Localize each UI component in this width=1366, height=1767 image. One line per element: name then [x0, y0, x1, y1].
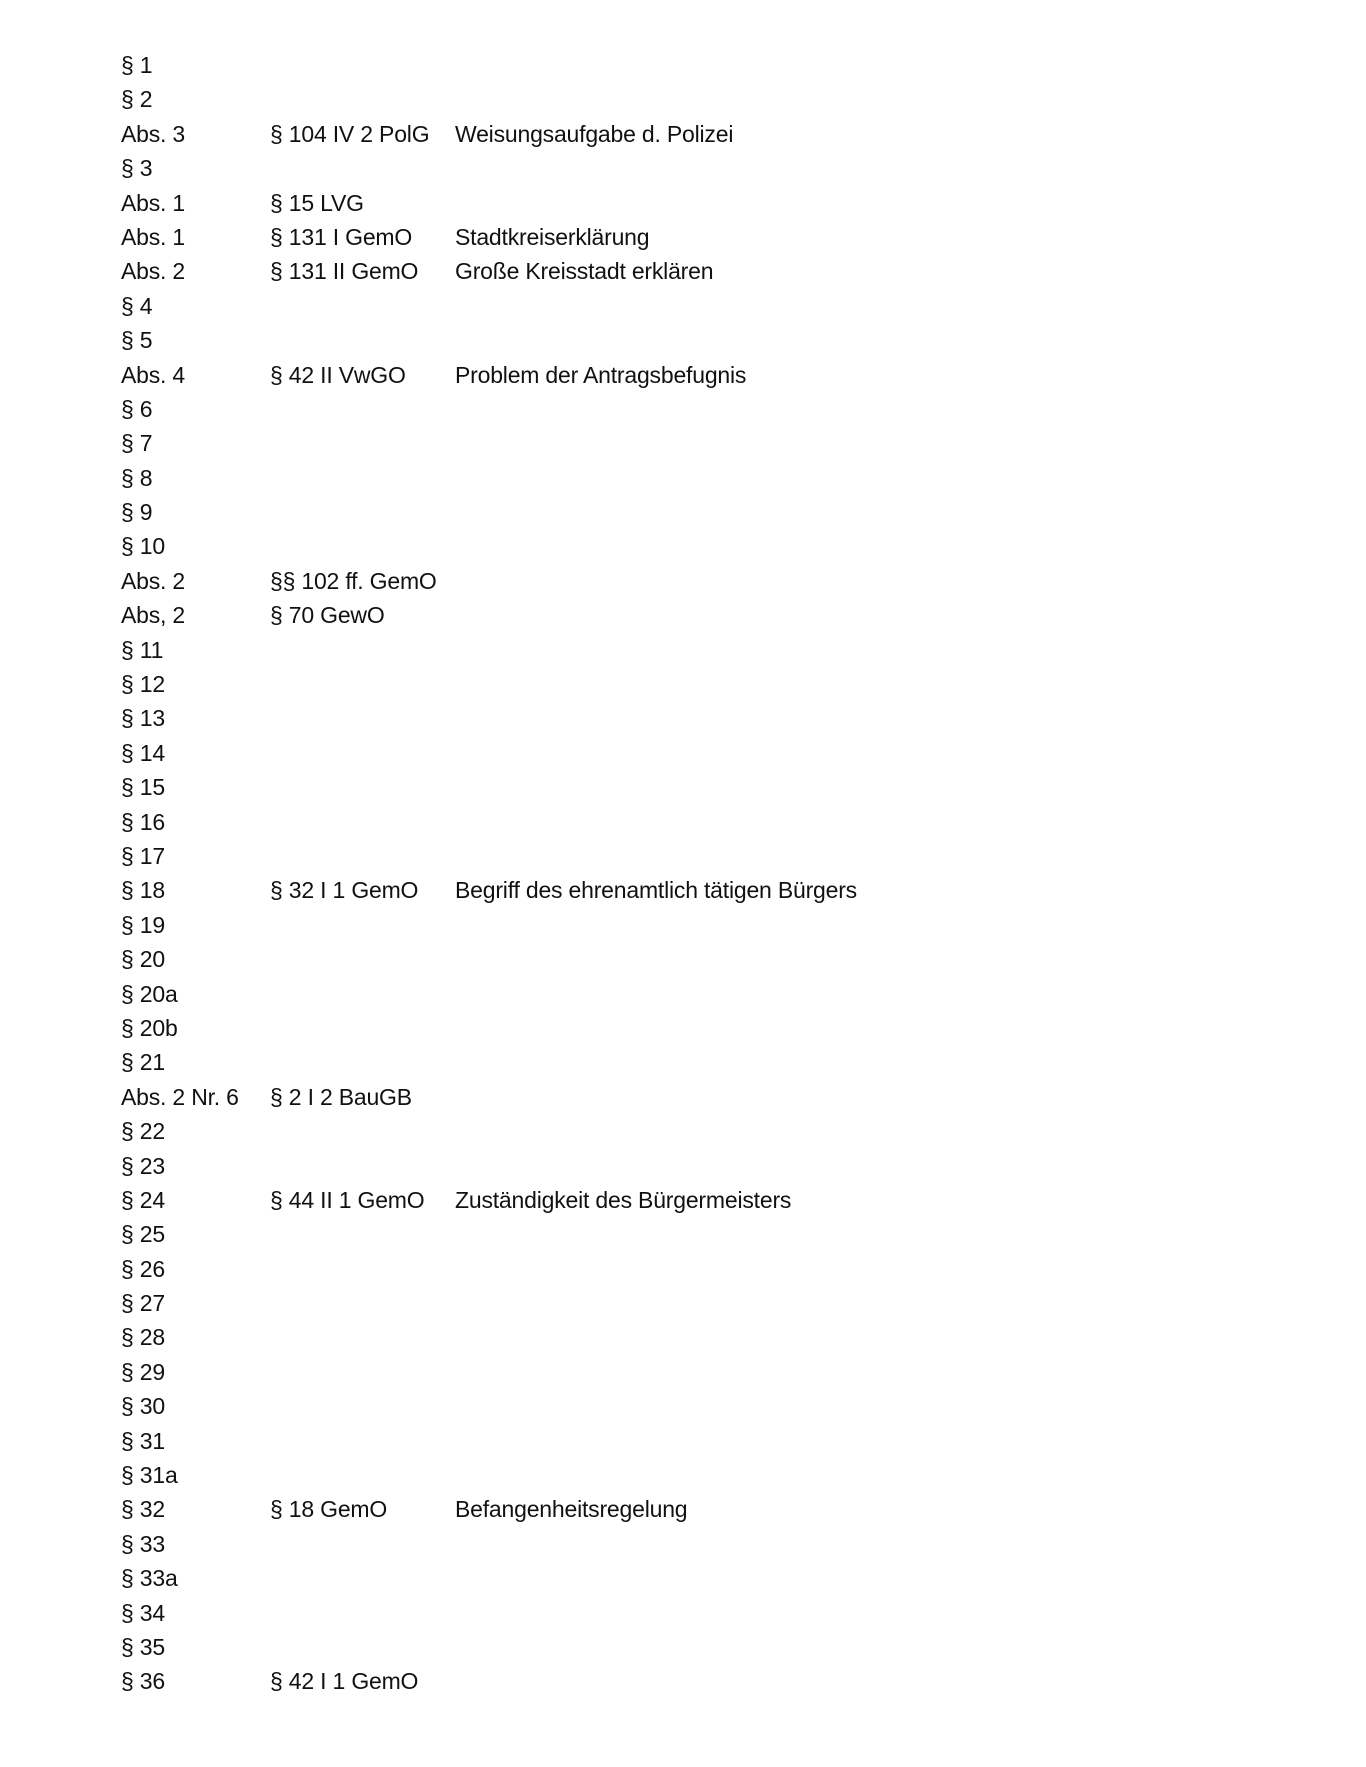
note-cell — [455, 1252, 1271, 1286]
paragraph-cell: Abs. 1 — [121, 223, 186, 250]
table-row — [121, 770, 1271, 804]
reference-cell — [270, 1596, 455, 1630]
table-row — [121, 461, 1271, 495]
reference-cell — [270, 82, 455, 116]
table-row — [121, 1183, 1271, 1217]
paragraph-cell: § 36 — [121, 1668, 165, 1695]
table-row — [121, 1252, 1271, 1286]
reference-cell: §§ 102 ff. GemO — [270, 567, 437, 594]
note-cell — [455, 1424, 1271, 1458]
note-cell — [455, 1011, 1271, 1045]
note-cell: Stadtkreiserklärung — [455, 223, 650, 250]
reference-cell — [270, 633, 455, 667]
paragraph-cell: § 20a — [121, 980, 178, 1007]
note-cell — [455, 770, 1271, 804]
table-row — [121, 633, 1271, 667]
note-cell — [455, 942, 1271, 976]
paragraph-cell: § 31 — [121, 1427, 165, 1454]
paragraph-cell: § 11 — [121, 636, 164, 663]
note-cell — [455, 392, 1271, 426]
reference-cell — [270, 805, 455, 839]
table-row — [121, 1217, 1271, 1251]
reference-cell — [270, 289, 455, 323]
note-cell — [455, 598, 1271, 632]
paragraph-cell: § 1 — [121, 52, 153, 78]
note-cell — [455, 1217, 1271, 1251]
table-row — [121, 323, 1271, 357]
table-row — [121, 1355, 1271, 1389]
paragraph-cell: § 34 — [121, 1599, 165, 1626]
note-cell — [455, 1664, 1271, 1698]
reference-cell: § 42 II VwGO — [270, 361, 406, 388]
note-cell — [455, 977, 1271, 1011]
paragraph-cell: § 8 — [121, 464, 153, 491]
note-cell — [455, 1355, 1271, 1389]
table-row — [121, 942, 1271, 976]
reference-cell — [270, 323, 455, 357]
reference-cell — [270, 1561, 455, 1595]
table-row — [121, 1630, 1271, 1664]
reference-cell — [270, 908, 455, 942]
note-cell: Zuständigkeit des Bürgermeisters — [455, 1186, 792, 1213]
paragraph-cell: § 21 — [121, 1049, 165, 1076]
paragraph-cell: Abs. 2 — [121, 258, 186, 285]
note-cell — [455, 908, 1271, 942]
reference-cell — [270, 1458, 455, 1492]
reference-cell — [270, 1630, 455, 1664]
reference-cell — [270, 1389, 455, 1423]
table-row — [121, 1561, 1271, 1595]
paragraph-cell: § 18 — [121, 877, 165, 904]
paragraph-cell: Abs. 1 — [121, 189, 186, 216]
reference-cell — [270, 1011, 455, 1045]
table-row — [121, 392, 1271, 426]
table-row — [121, 701, 1271, 735]
reference-cell — [270, 1114, 455, 1148]
paragraph-cell: § 27 — [121, 1290, 165, 1317]
paragraph-cell: § 10 — [121, 533, 165, 560]
table-row — [121, 1389, 1271, 1423]
reference-cell — [270, 1045, 455, 1079]
note-cell — [455, 1458, 1271, 1492]
note-cell — [455, 186, 1271, 220]
table-row — [121, 598, 1271, 632]
reference-cell — [270, 770, 455, 804]
reference-cell — [270, 839, 455, 873]
note-cell — [455, 1114, 1271, 1148]
table-row — [121, 1045, 1271, 1079]
table-row — [121, 358, 1271, 392]
reference-cell — [270, 1149, 455, 1183]
note-cell — [455, 805, 1271, 839]
table-row — [121, 977, 1271, 1011]
table-row — [121, 254, 1271, 288]
reference-cell — [270, 392, 455, 426]
reference-cell: § 104 IV 2 PolG — [270, 120, 430, 147]
table-row — [121, 908, 1271, 942]
note-cell — [455, 1527, 1271, 1561]
table-row — [121, 667, 1271, 701]
table-row — [121, 1424, 1271, 1458]
reference-cell — [270, 1527, 455, 1561]
paragraph-cell: § 17 — [121, 842, 165, 869]
reference-cell: § 44 II 1 GemO — [270, 1186, 425, 1213]
note-cell — [455, 1320, 1271, 1354]
note-cell — [455, 1045, 1271, 1079]
paragraph-cell: § 25 — [121, 1221, 165, 1248]
note-cell — [455, 82, 1271, 116]
paragraph-cell: § 22 — [121, 1118, 165, 1145]
note-cell — [455, 1389, 1271, 1423]
reference-cell — [270, 151, 455, 185]
paragraph-list — [121, 48, 1271, 1699]
note-cell — [455, 1561, 1271, 1595]
paragraph-cell: § 31a — [121, 1462, 178, 1489]
paragraph-cell: Abs. 4 — [121, 361, 186, 388]
paragraph-cell: § 28 — [121, 1324, 165, 1351]
note-cell — [455, 1286, 1271, 1320]
paragraph-cell: § 7 — [121, 430, 153, 457]
reference-cell: § 18 GemO — [270, 1496, 388, 1523]
reference-cell: § 42 I 1 GemO — [270, 1668, 419, 1695]
reference-cell: § 2 I 2 BauGB — [270, 1083, 412, 1110]
table-row — [121, 1458, 1271, 1492]
reference-cell: § 131 II GemO — [270, 258, 419, 285]
table-row — [121, 186, 1271, 220]
note-cell — [455, 564, 1271, 598]
table-row — [121, 1149, 1271, 1183]
paragraph-cell: § 23 — [121, 1152, 165, 1179]
reference-cell — [270, 667, 455, 701]
table-row — [121, 1596, 1271, 1630]
table-row — [121, 220, 1271, 254]
note-cell — [455, 667, 1271, 701]
reference-cell — [270, 736, 455, 770]
paragraph-cell: Abs, 2 — [121, 602, 186, 629]
note-cell — [455, 495, 1271, 529]
reference-cell — [270, 1355, 455, 1389]
paragraph-cell: § 15 — [121, 774, 165, 801]
paragraph-cell: Abs. 2 Nr. 6 — [121, 1083, 239, 1110]
reference-cell — [270, 977, 455, 1011]
note-cell — [455, 1149, 1271, 1183]
reference-cell — [270, 1252, 455, 1286]
paragraph-cell: § 35 — [121, 1633, 165, 1660]
paragraph-cell: § 20b — [121, 1014, 178, 1041]
paragraph-cell: § 9 — [121, 499, 153, 526]
reference-cell — [270, 701, 455, 735]
table-row — [121, 839, 1271, 873]
note-cell: Befangenheitsregelung — [455, 1496, 688, 1523]
note-cell — [455, 461, 1271, 495]
table-row — [121, 151, 1271, 185]
reference-cell: § 70 GewO — [270, 602, 385, 629]
table-row — [121, 736, 1271, 770]
table-row — [121, 495, 1271, 529]
note-cell — [455, 1596, 1271, 1630]
table-row — [121, 48, 1271, 82]
paragraph-cell: Abs. 3 — [121, 120, 186, 147]
table-row — [121, 426, 1271, 460]
table-row — [121, 1114, 1271, 1148]
table-row — [121, 1320, 1271, 1354]
table-row — [121, 564, 1271, 598]
paragraph-cell: § 26 — [121, 1255, 165, 1282]
note-cell: Problem der Antragsbefugnis — [455, 361, 747, 388]
reference-cell — [270, 461, 455, 495]
note-cell: Begriff des ehrenamtlich tätigen Bürgers — [455, 877, 857, 904]
paragraph-cell: Abs. 2 — [121, 567, 186, 594]
paragraph-cell: § 29 — [121, 1358, 165, 1385]
note-cell — [455, 1630, 1271, 1664]
note-cell — [455, 48, 1271, 82]
table-row — [121, 289, 1271, 323]
reference-cell: § 131 I GemO — [270, 223, 413, 250]
note-cell — [455, 289, 1271, 323]
paragraph-cell: § 30 — [121, 1393, 165, 1420]
paragraph-cell: § 12 — [121, 671, 165, 698]
note-cell — [455, 1080, 1271, 1114]
paragraph-cell: § 6 — [121, 395, 153, 422]
note-cell — [455, 736, 1271, 770]
paragraph-cell: § 16 — [121, 808, 165, 835]
reference-cell — [270, 529, 455, 563]
table-row — [121, 1492, 1271, 1526]
note-cell — [455, 839, 1271, 873]
reference-cell — [270, 1286, 455, 1320]
table-row — [121, 1286, 1271, 1320]
note-cell — [455, 529, 1271, 563]
table-row — [121, 82, 1271, 116]
paragraph-cell: § 14 — [121, 739, 165, 766]
table-row — [121, 529, 1271, 563]
paragraph-cell: § 3 — [121, 155, 153, 182]
reference-cell: § 32 I 1 GemO — [270, 877, 419, 904]
paragraph-cell: § 4 — [121, 292, 153, 319]
reference-cell — [270, 942, 455, 976]
table-row — [121, 805, 1271, 839]
paragraph-cell: § 5 — [121, 327, 153, 354]
note-cell — [455, 701, 1271, 735]
table-row — [121, 117, 1271, 151]
reference-cell — [270, 48, 455, 82]
reference-cell — [270, 426, 455, 460]
note-cell: Große Kreisstadt erklären — [455, 258, 714, 285]
note-cell — [455, 426, 1271, 460]
paragraph-cell: § 2 — [121, 86, 153, 113]
note-cell — [455, 633, 1271, 667]
table-row — [121, 1011, 1271, 1045]
paragraph-cell: § 19 — [121, 911, 165, 938]
reference-cell — [270, 1217, 455, 1251]
note-cell — [455, 323, 1271, 357]
table-row — [121, 1664, 1271, 1698]
table-row — [121, 1527, 1271, 1561]
reference-cell — [270, 495, 455, 529]
paragraph-cell: § 33a — [121, 1565, 178, 1592]
paragraph-cell: § 32 — [121, 1496, 165, 1523]
table-row — [121, 873, 1271, 907]
reference-cell — [270, 1320, 455, 1354]
note-cell — [455, 151, 1271, 185]
table-row — [121, 1080, 1271, 1114]
reference-cell: § 15 LVG — [270, 189, 364, 216]
paragraph-cell: § 24 — [121, 1186, 165, 1213]
note-cell: Weisungsaufgabe d. Polizei — [455, 120, 734, 147]
paragraph-cell: § 33 — [121, 1530, 165, 1557]
reference-cell — [270, 1424, 455, 1458]
paragraph-cell: § 13 — [121, 705, 165, 732]
paragraph-cell: § 20 — [121, 946, 165, 973]
